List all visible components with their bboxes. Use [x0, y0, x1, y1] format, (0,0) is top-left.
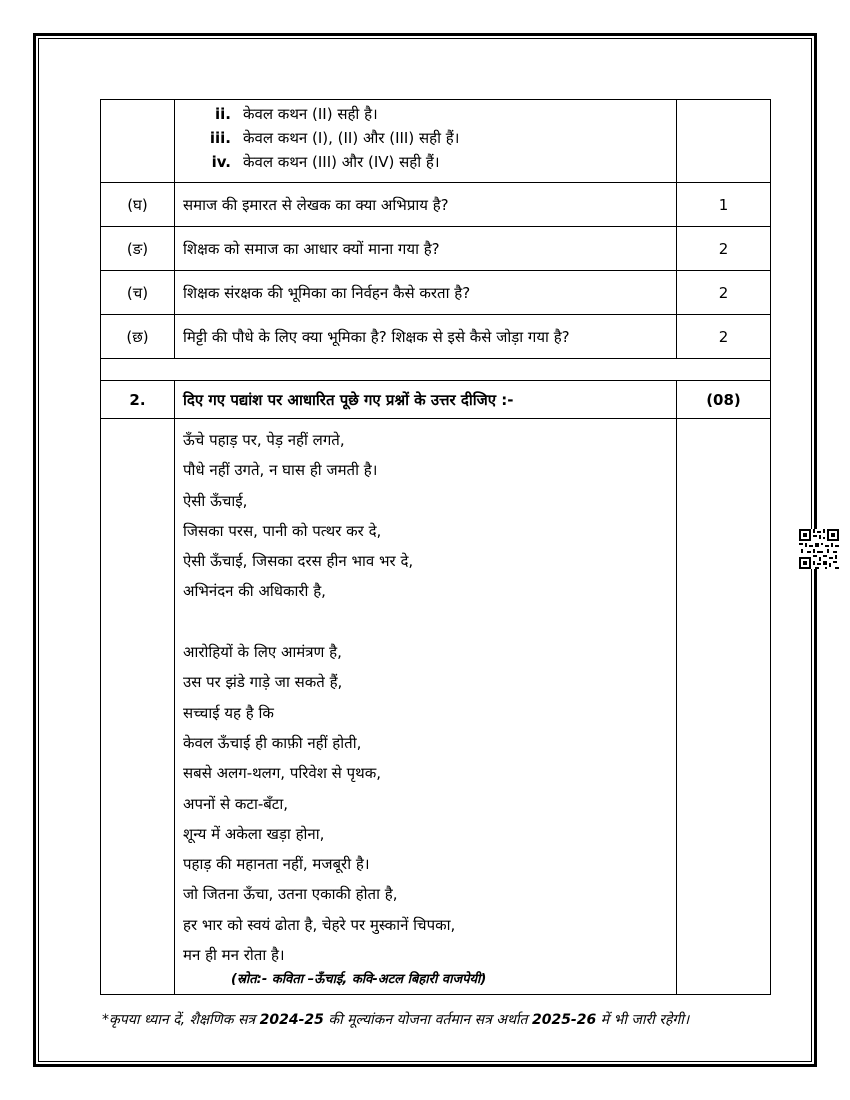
poem-source: (स्रोत:- कविता –ऊँचाई, कवि-अटल बिहारी वाजपेयी): [231, 972, 487, 988]
footer-note: *कृपया ध्यान दें, शैक्षणिक सत्र 2024-25 की मूल्यांकन योजना वर्तमान सत्र अर्थात 2025-26 में भी जारी रहेगी।: [102, 1012, 690, 1028]
poem-line: हर भार को स्वयं ढोता है, चेहरे पर मुस्कानें चिपका,: [183, 915, 456, 934]
poem-line: मन ही मन रोता है।: [183, 946, 285, 965]
options-cell: [175, 100, 677, 183]
option-iii: iii. केवल कथन (I), (II) और (III) सही हैं।: [209, 129, 460, 147]
section-instruction: दिए गए पद्यांश पर आधारित पूछे गए प्रश्नों के उत्तर दीजिए :-: [175, 381, 677, 419]
question-marks: 2: [677, 315, 771, 359]
question-text: समाज की इमारत से लेखक का क्या अभिप्राय है?: [175, 183, 677, 227]
question-text: शिक्षक संरक्षक की भूमिका का निर्वहन कैसे करता है?: [175, 271, 677, 315]
poem-line: उस पर झंडे गाड़े जा सकते हैं,: [183, 673, 343, 692]
section-number: 2.: [101, 381, 175, 419]
option-ii: ii. केवल कथन (II) सही है।: [215, 105, 378, 123]
poem-line: सबसे अलग-थलग, परिवेश से पृथक,: [183, 764, 381, 783]
options-row: [101, 100, 771, 183]
poem-line: ऐसी ऊँचाई, जिसका दरस हीन भाव भर दे,: [183, 552, 414, 571]
poem-line: [183, 607, 676, 637]
poem-line: अपनों से कटा-बँटा,: [183, 794, 289, 813]
poem-row: [101, 419, 771, 995]
section-marks: (08): [677, 381, 771, 419]
question-row-chha: [101, 315, 771, 359]
question-marks: 1: [677, 183, 771, 227]
spacer-row: [101, 359, 771, 381]
poem-line: जो जितना ऊँचा, उतना एकाकी होता है,: [183, 885, 398, 904]
qr-code-icon: [799, 529, 839, 569]
poem-line: जिसका परस, पानी को पत्थर कर दे,: [183, 521, 382, 540]
poem-line: ऊँचे पहाड़ पर, पेड़ नहीं लगते,: [183, 431, 345, 449]
question-number: (घ): [101, 183, 175, 227]
question-number: (छ): [101, 315, 175, 359]
poem-line: शून्य में अकेला खड़ा होना,: [183, 824, 325, 843]
question-number: (ङ): [101, 227, 175, 271]
poem-line: पहाड़ की महानता नहीं, मजबूरी है।: [183, 855, 370, 874]
question-text: मिट्टी की पौधे के लिए क्या भूमिका है? शिक्षक से इसे कैसे जोड़ा गया है?: [175, 315, 677, 359]
option-iv: iv. केवल कथन (III) और (IV) सही हैं।: [211, 153, 440, 171]
question-row-nga: [101, 227, 771, 271]
question-marks: 2: [677, 227, 771, 271]
question-row-cha: [101, 271, 771, 315]
poem-cell: [175, 419, 677, 995]
question-table: [100, 99, 771, 995]
poem-line: ऐसी ऊँचाई,: [183, 491, 248, 510]
question-number: (च): [101, 271, 175, 315]
section-2-header-row: [101, 381, 771, 419]
poem-line: पौधे नहीं उगते, न घास ही जमती है।: [183, 461, 378, 480]
question-text: शिक्षक को समाज का आधार क्यों माना गया है?: [175, 227, 677, 271]
poem: [175, 419, 676, 970]
question-row-gha: [101, 183, 771, 227]
poem-line: अभिनंदन की अधिकारी है,: [183, 582, 326, 601]
poem-line: आरोहियों के लिए आमंत्रण है,: [183, 643, 342, 662]
question-marks: 2: [677, 271, 771, 315]
poem-line: सच्चाई यह है कि: [183, 703, 274, 722]
poem-line: केवल ऊँचाई ही काफ़ी नहीं होती,: [183, 733, 362, 752]
